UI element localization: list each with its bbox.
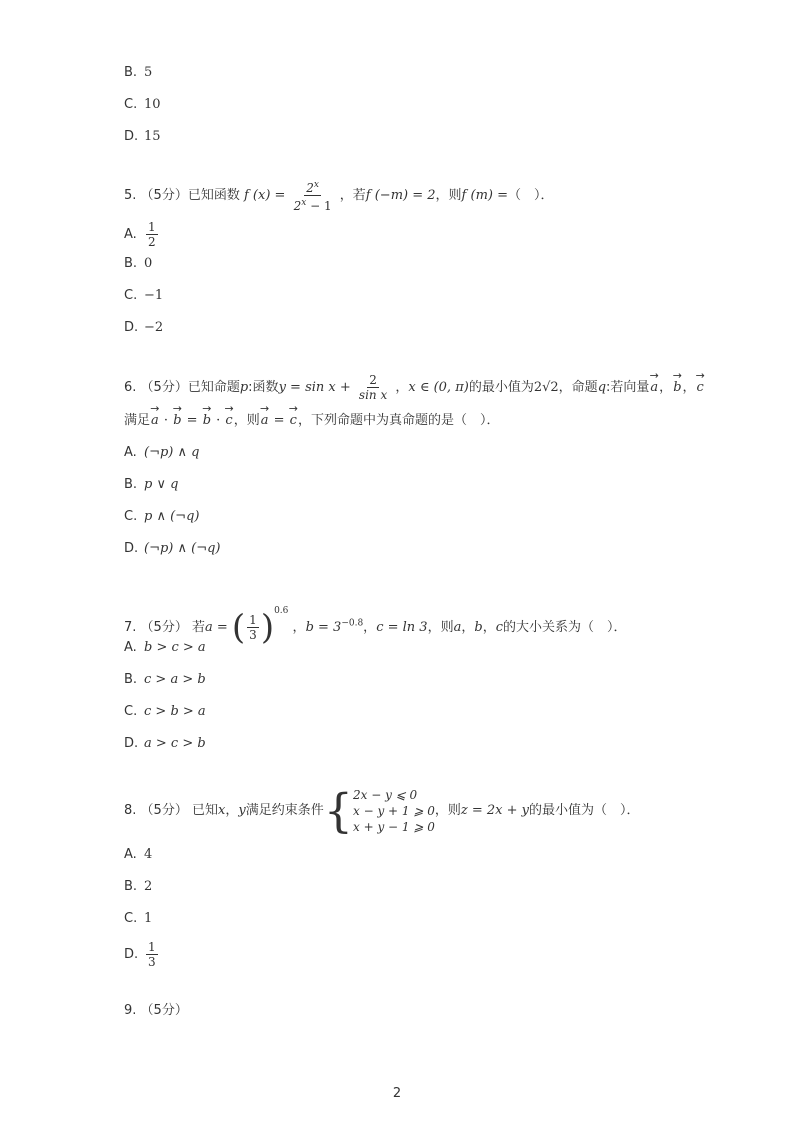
option-6c: C. p ∧ (¬q) [124,509,200,524]
question-5-stem: 5. （5分）已知函数 f (x) = $\frac{2^x}{2^x - 1}$ ，若f (−m) = 2，则f (m) =（ ）． [124,180,554,213]
option-5d: D. −2 [124,320,164,335]
question-9-stem: 9. （5分） [124,1003,188,1018]
option-6a: A. (¬p) ∧ q [124,445,200,460]
option-8c: C. 1 [124,911,153,926]
option-7d: D. a > c > b [124,736,206,751]
option-c-prev: C. 10 [124,97,161,112]
vector-b: → b [672,378,682,398]
constraint-brace: { [323,783,353,838]
option-b-prev: B. 5 [124,65,153,80]
option-7a: A. b > c > a [124,640,206,655]
option-5b: B. 0 [124,256,153,271]
option-5a: A. $\frac{1}{2}$ [124,220,156,249]
question-7-stem: 7. （5分） 若a = ( $\frac{1}{3}$ )$^{0.6}$ ，$b = 3^{-0.8}$，c = ln 3，则a，b，c的大小关系为（ ）． [124,606,627,648]
vector-c: → c [696,378,705,398]
option-6d: D. (¬p) ∧ (¬q) [124,541,221,556]
page-number: 2 [392,1086,402,1101]
fraction-5: $\frac{2^x}{2^x - 1}$ [293,180,332,213]
option-7b: B. c > a > b [124,672,206,687]
question-6-stem-line1: 6. （5分）已知命题p:函数y = sin x + $\frac{2}{\text{sin x}}$ ，x ∈ (0, π)的最小值为2√2，命题q:若向量→ a，→ b，→ c [124,373,705,402]
option-7c: C. c > b > a [124,704,206,719]
option-8a: A. 4 [124,847,153,862]
vector-a: → a [649,378,659,398]
option-d-prev: D. 15 [124,129,161,144]
constraint-system: 2x − y ⩽ 0 x − y + 1 ⩾ 0 x + y − 1 ⩾ 0 [353,787,435,834]
option-8d: D. $\frac{1}{3}$ [124,940,156,969]
option-5c: C. −1 [124,288,164,303]
question-8-stem: 8. （5分） 已知x，y满足约束条件{ 2x − y ⩽ 0 x − y + 1 ⩾ 0 x + y − 1 ⩾ 0 ，则z = 2x + y的最小值为（ ）． [124,783,640,838]
option-6b: B. p ∨ q [124,477,179,492]
question-6-stem-line2: 满足→ a · → b = → b · → c，则→ a = → c，下列命题中为真命题的是（ ）． [124,411,499,431]
option-8b: B. 2 [124,879,153,894]
